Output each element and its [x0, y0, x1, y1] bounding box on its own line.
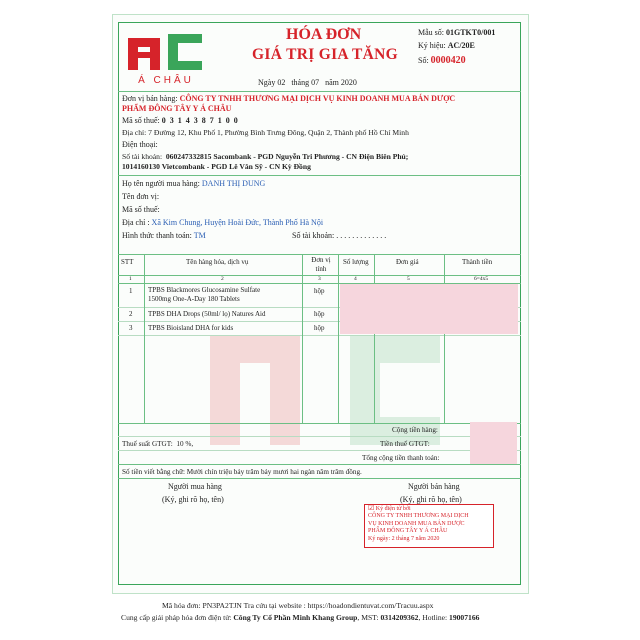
row-1-unit: hộp [314, 287, 325, 295]
buyer-address: Địa chỉ : Xã Kim Chung, Huyện Hoài Đức, Thành Phố Hà Nội [122, 218, 324, 227]
buyer-account: Số tài khoản: . . . . . . . . . . . . . [292, 231, 387, 240]
header-quantity: Số lượng [343, 258, 369, 266]
buyer-signature-note: (Ký, ghi rõ họ, tên) [162, 495, 224, 504]
redacted-amounts [340, 284, 518, 334]
buyer-signature-title: Người mua hàng [168, 482, 222, 491]
index-3: 3 [318, 276, 321, 282]
company-logo [124, 28, 208, 86]
header-amount: Thành tiền [462, 258, 493, 266]
lookup-link[interactable]: https://hoadondientuvat.com/Tracuu.aspx [307, 601, 434, 610]
seller-phone: Điện thoại: [122, 140, 158, 149]
index-2: 2 [221, 276, 224, 282]
subtotal-label: Cộng tiền hàng: [392, 426, 438, 434]
stamp-text: ☑ Ký điện tử bởi CÔNG TY TNHH THƯƠNG MẠI DỊCH VỤ KINH DOANH MUA BÁN DƯỢC PHẨM ĐÔNG TÂY Y Á CHÂU Ký ngày: 2 tháng 7 năm 2020 [368, 504, 469, 542]
invoice-subtitle: GIÁ TRỊ GIA TĂNG [252, 46, 398, 63]
seller-address: Địa chỉ: 7 Đường 12, Khu Phố 1, Phường Bình Trưng Đông, Quận 2, Thành phố Hồ Chí Minh [122, 128, 409, 137]
header-stt: STT [121, 258, 134, 266]
index-6: 6=4x5 [474, 276, 489, 282]
vat-rate: Thuế suất GTGT: 10 %, [122, 440, 194, 448]
header-unit-price: Đơn giá [396, 258, 419, 266]
row-1-name: TPBS Blackmores Glucosamine Sulfate 1500mg One-A-Day 180 Tablets [148, 286, 261, 303]
row-1-stt: 1 [129, 287, 133, 295]
divider [118, 175, 521, 176]
buyer-unit: Tên đơn vị: [122, 192, 160, 201]
provider-info: Cung cấp giải pháp hóa đơn điện tử: Công Ty Cổ Phần Minh Khang Group, MST: 0314209362, Hotline: 19007166 [121, 613, 480, 622]
invoice-number: Số: 0000420 [418, 55, 466, 66]
seller-name: Đơn vị bán hàng: CÔNG TY TNHH THƯƠNG MẠI DỊCH VỤ KINH DOANH MUA BÁN DƯỢC [122, 94, 456, 103]
header-name: Tên hàng hóa, dịch vụ [186, 258, 249, 266]
invoice-code: Mã hóa đơn: PN3PA2TJN Tra cứu tại website : https://hoadondientuvat.com/Tracuu.aspx [162, 601, 434, 610]
logo-text: Á CHÂU [138, 75, 194, 86]
buyer-name: Họ tên người mua hàng: DANH THỊ DUNG [122, 179, 266, 188]
seller-account: Số tài khoản: 060247332815 Sacombank - PGD Nguyễn Tri Phương - CN Điện Biên Phủ; [122, 152, 409, 161]
index-4: 4 [354, 276, 357, 282]
seller-signature-note: (Ký, ghi rõ họ, tên) [400, 495, 462, 504]
index-5: 5 [407, 276, 410, 282]
index-1: 1 [129, 276, 132, 282]
seller-signature-title: Người bán hàng [408, 482, 460, 491]
seller-name-line2: PHẨM ĐÔNG TÂY Y Á CHÂU [122, 104, 232, 113]
grand-total-label: Tổng cộng tiền thanh toán: [362, 454, 440, 462]
amount-in-words: Số tiền viết bằng chữ: Mười chín triệu bảy trăm bảy mươi hai ngàn năm trăm đồng. [122, 468, 362, 476]
seller-account-line2: 1014160130 Vietcombank - PGD Lê Văn Sỹ - CN Kỳ Đồng [122, 162, 311, 171]
invoice-date: Ngày 02 tháng 07 năm 2020 [258, 78, 357, 87]
divider [118, 91, 521, 92]
row-2-stt: 2 [129, 310, 133, 318]
row-3-unit: hộp [314, 324, 325, 332]
row-3-stt: 3 [129, 324, 133, 332]
symbol: Ký hiệu: AC/20E [418, 41, 475, 50]
seller-tax-code: Mã số thuế: 0 3 1 4 3 8 7 1 0 0 [122, 116, 239, 125]
vat-amount-label: Tiền thuế GTGT: [380, 440, 430, 448]
payment-method: Hình thức thanh toán: TM [122, 231, 206, 240]
buyer-tax-code: Mã số thuế: [122, 205, 160, 214]
invoice-title: HÓA ĐƠN [286, 26, 362, 43]
row-2-unit: hộp [314, 310, 325, 318]
form-number: Mẫu số: 01GTKT0/001 [418, 28, 496, 37]
row-3-name: TPBS Bioisland DHA for kids [148, 324, 234, 332]
row-2-name: TPBS DHA Drops (50ml/ lọ) Natures Aid [148, 310, 266, 318]
header-unit: Đơn vị tính [311, 256, 331, 273]
redacted-totals [470, 422, 517, 464]
